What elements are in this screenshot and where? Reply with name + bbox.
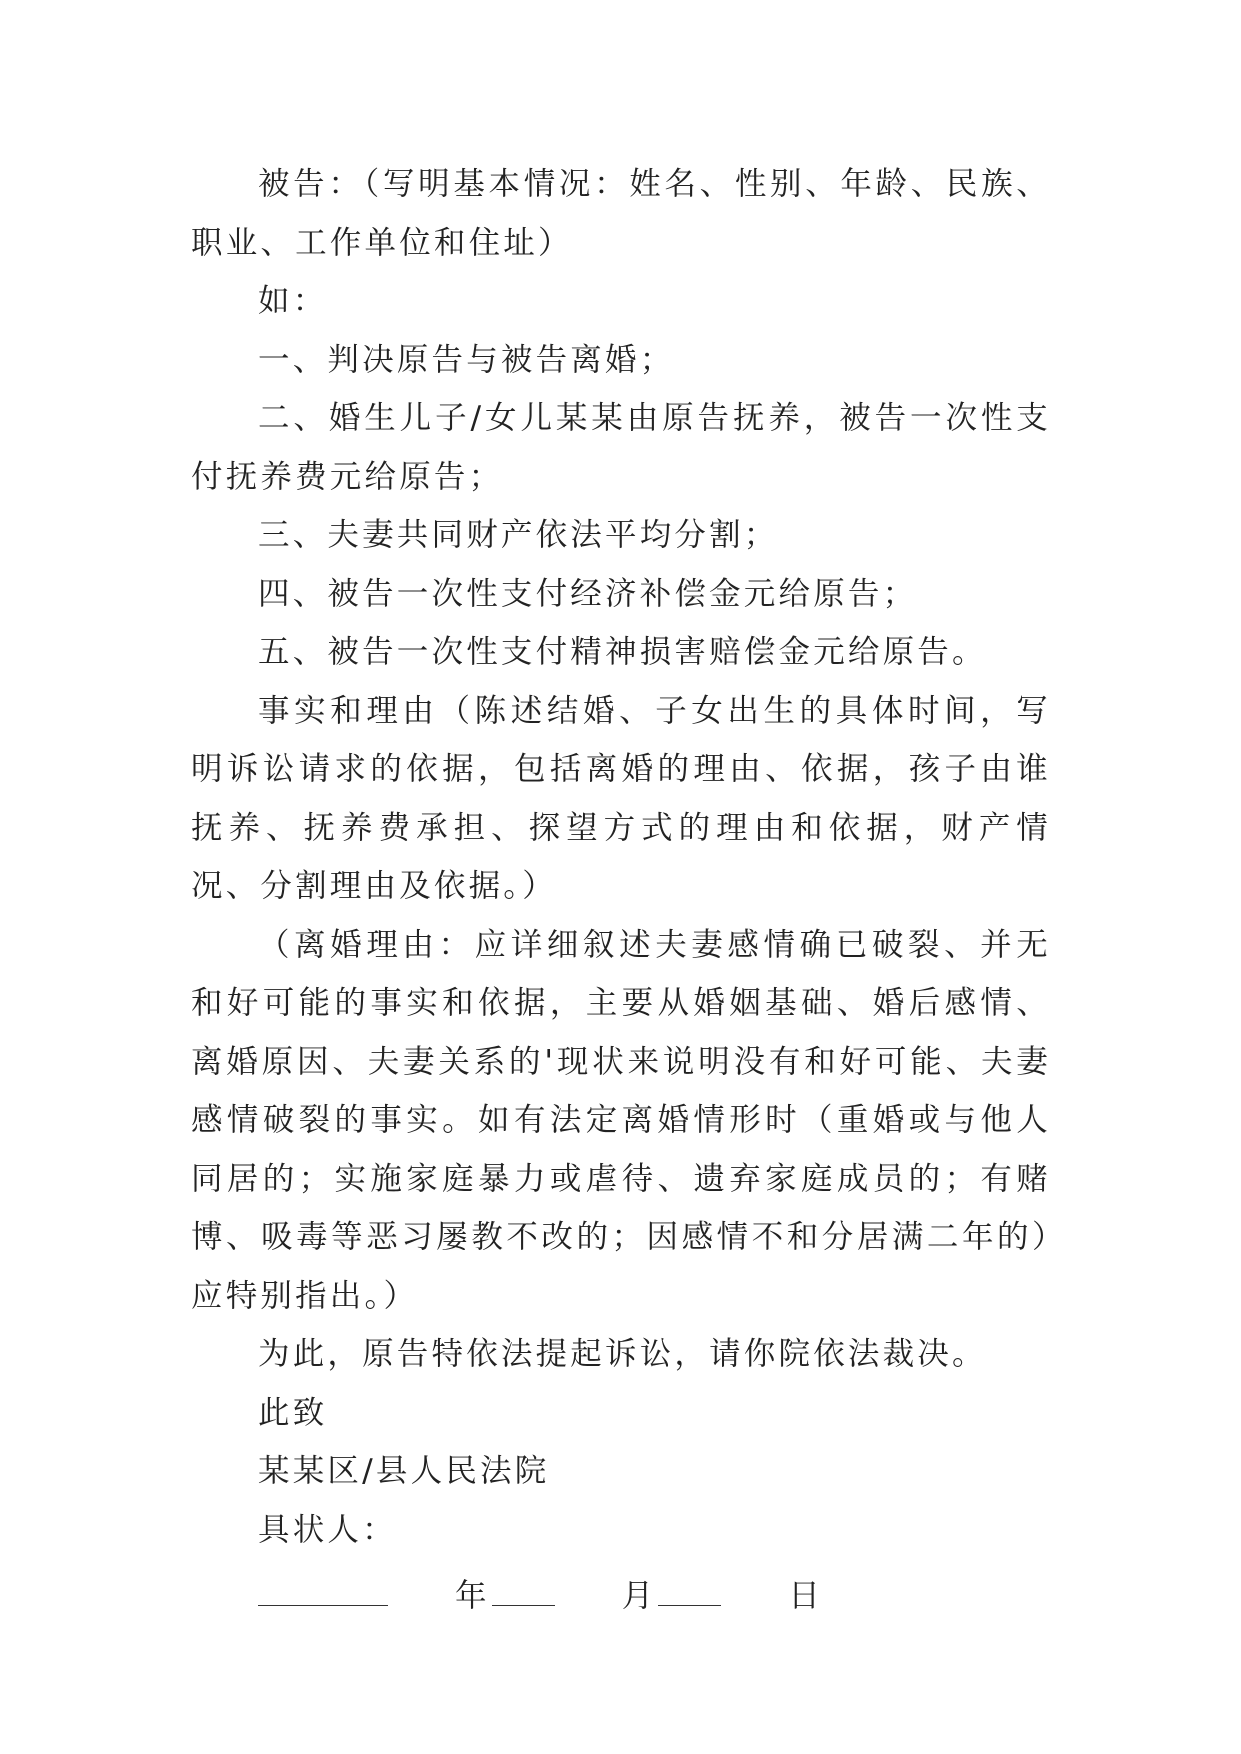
divorce-reasons-paragraph: （离婚理由：应详细叙述夫妻感情确已破裂、并无和好可能的事实和依据，主要从婚姻基础、婚后感情、离婚原因、夫妻关系的'现状来说明没有和好可能、夫妻感情破裂的事实。如有法定离婚情形时（重婚或与他人同居的；实施家庭暴力或虐待、遗弃家庭成员的；有赌博、吸毒等恶习屡教不改的；因感情不和分居满二年的）应特别指出。） xyxy=(191,926,1051,1314)
date-line xyxy=(191,1567,1051,1626)
month-label: 月 xyxy=(621,1578,657,1614)
facts-and-reasons-paragraph: 事实和理由（陈述结婚、子女出生的具体时间，写明诉讼请求的依据，包括离婚的理由、依据，孩子由谁抚养、抚养费承担、探望方式的理由和依据，财产情况、分割理由及依据。） xyxy=(191,692,1051,904)
court-name: 某某区/县人民法院 xyxy=(258,1453,550,1489)
defendant-paragraph: 被告：（写明基本情况：姓名、性别、年龄、民族、职业、工作单位和住址） xyxy=(191,166,1051,261)
month-blank[interactable] xyxy=(492,1575,555,1606)
example-label: 如： xyxy=(258,283,328,319)
claim-item-5: 五、被告一次性支付精神损害赔偿金元给原告。 xyxy=(258,634,987,670)
day-label: 日 xyxy=(788,1578,824,1614)
year-label: 年 xyxy=(455,1578,490,1614)
document-body xyxy=(191,155,1051,1626)
salutation: 此致 xyxy=(258,1394,328,1431)
plaintiff-signature-label: 具状人： xyxy=(258,1511,397,1548)
claim-item-3: 三、夫妻共同财产依法平均分割； xyxy=(258,517,779,553)
claim-item-1: 一、判决原告与被告离婚； xyxy=(258,341,675,378)
claim-item-2: 二、婚生儿子/女儿某某由原告抚养，被告一次性支付抚养费元给原告； xyxy=(191,400,1051,495)
day-blank[interactable] xyxy=(658,1575,721,1606)
claim-item-4: 四、被告一次性支付经济补偿金元给原告； xyxy=(258,575,918,612)
closing-statement: 为此，原告特依法提起诉讼，请你院依法裁决。 xyxy=(258,1336,987,1372)
year-blank[interactable] xyxy=(258,1575,388,1606)
